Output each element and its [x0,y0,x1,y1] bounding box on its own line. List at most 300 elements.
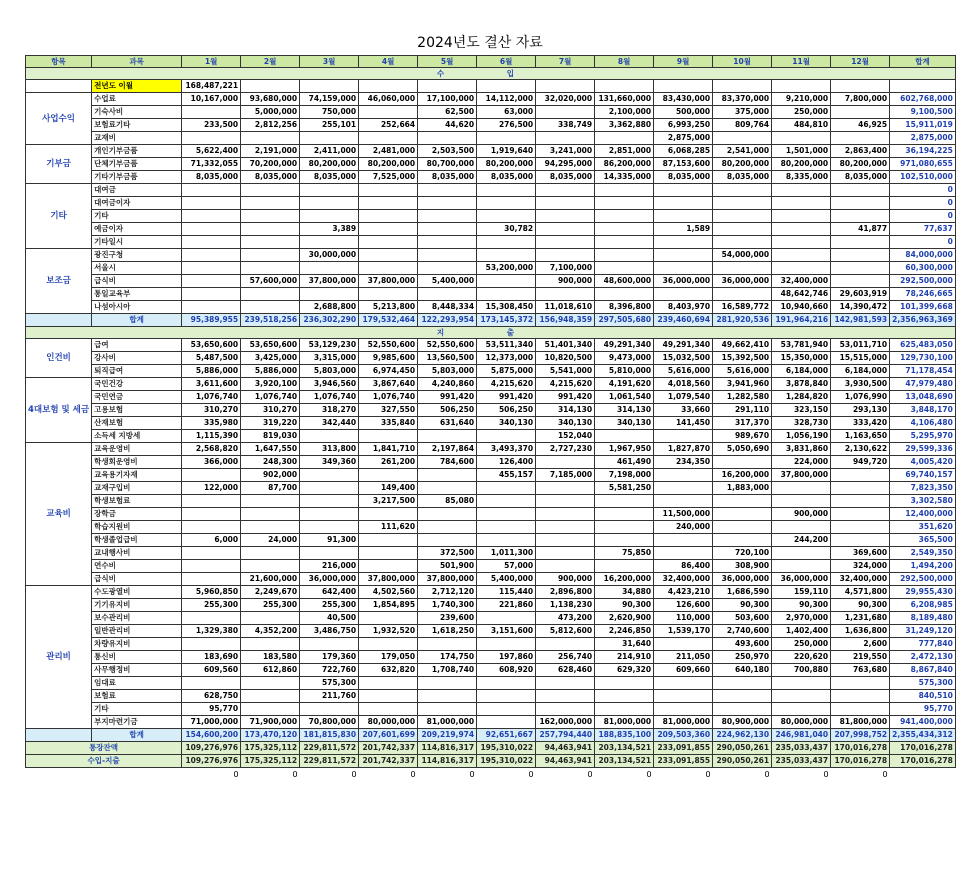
month-value: 174,750 [418,651,477,664]
month-value: 44,620 [418,119,477,132]
row-total: 5,295,970 [890,430,956,443]
month-value [359,262,418,275]
month-value: 224,000 [772,456,831,469]
month-value: 37,800,000 [772,469,831,482]
month-value: 7,525,000 [359,171,418,184]
month-value: 1,589 [654,223,713,236]
empty-cell [654,80,713,93]
month-value: 608,920 [477,664,536,677]
month-value [536,184,595,197]
balance-value: 229,811,572 [300,755,359,768]
month-value: 8,035,000 [477,171,536,184]
month-value [536,638,595,651]
month-value: 328,730 [772,417,831,430]
month-value: 87,153,600 [654,158,713,171]
month-value [300,521,359,534]
month-value: 81,000,000 [595,716,654,729]
row-total: 8,189,480 [890,612,956,625]
month-value: 2,481,000 [359,145,418,158]
month-value: 632,820 [359,664,418,677]
month-value: 2,568,820 [182,443,241,456]
month-value: 255,101 [300,119,359,132]
month-value: 1,076,740 [300,391,359,404]
month-value: 2,851,000 [595,145,654,158]
month-value: 8,035,000 [241,171,300,184]
month-value: 1,011,300 [477,547,536,560]
empty-cell [713,80,772,93]
item-label: 장학금 [92,508,182,521]
month-value [300,430,359,443]
month-value [713,495,772,508]
month-value: 809,764 [713,119,772,132]
month-value: 86,400 [654,560,713,573]
month-value [477,703,536,716]
month-value: 1,883,000 [713,482,772,495]
month-value: 2,503,500 [418,145,477,158]
month-value [595,534,654,547]
item-label: 대여금 [92,184,182,197]
difference-value: 0 [292,770,298,779]
item-label: 단체기부금품 [92,158,182,171]
month-value: 93,680,000 [241,93,300,106]
month-value [418,534,477,547]
row-total: 4,005,420 [890,456,956,469]
column-header: 10월 [713,56,772,68]
month-value: 1,501,000 [772,145,831,158]
row-total: 8,867,840 [890,664,956,677]
month-value: 3,930,500 [831,378,890,391]
month-value: 609,660 [654,664,713,677]
month-value: 493,600 [713,638,772,651]
table-row [26,417,956,430]
balance-value: 109,276,976 [182,755,241,768]
month-value: 3,878,840 [772,378,831,391]
month-value: 1,841,710 [359,443,418,456]
empty-cell [26,729,92,742]
empty-cell [26,80,92,93]
difference-value: 0 [764,770,770,779]
month-value: 369,600 [831,547,890,560]
month-value: 313,800 [300,443,359,456]
category-label: 교육비 [26,443,92,586]
row-total: 15,911,019 [890,119,956,132]
month-value [831,521,890,534]
month-value: 1,163,650 [831,430,890,443]
difference-value: 0 [646,770,652,779]
item-label: 급여 [92,339,182,352]
month-value: 314,130 [536,404,595,417]
table-row [26,586,956,599]
month-value: 5,213,800 [359,301,418,314]
month-value: 5,050,690 [713,443,772,456]
empty-cell [418,80,477,93]
month-value [241,690,300,703]
row-total: 78,246,665 [890,288,956,301]
month-value [713,210,772,223]
month-value: 2,130,622 [831,443,890,456]
month-value [772,690,831,703]
row-total: 9,100,500 [890,106,956,119]
balance-value: 233,091,855 [654,755,713,768]
month-value [654,534,713,547]
month-value: 211,050 [654,651,713,664]
row-total: 47,979,480 [890,378,956,391]
month-value: 80,200,000 [772,158,831,171]
month-value [241,197,300,210]
month-value: 8,448,334 [418,301,477,314]
month-value [418,521,477,534]
month-value: 51,401,340 [536,339,595,352]
table-row [26,223,956,236]
balance-value: 233,091,855 [654,742,713,755]
month-value [241,210,300,223]
month-value: 3,486,750 [300,625,359,638]
month-value [182,210,241,223]
table-row [26,301,956,314]
table-row [26,275,956,288]
table-row [26,378,956,391]
row-total: 777,840 [890,638,956,651]
month-value [831,236,890,249]
month-value: 255,300 [300,599,359,612]
month-value: 314,130 [595,404,654,417]
item-label: 예금이자 [92,223,182,236]
month-value: 2,191,000 [241,145,300,158]
empty-cell [92,768,182,783]
item-label: 광진구청 [92,249,182,262]
row-total: 351,620 [890,521,956,534]
expense-total-row-value: 188,835,100 [595,729,654,742]
expense-total-row-value: 181,815,830 [300,729,359,742]
month-value: 503,600 [713,612,772,625]
expense-total-row-label: 합계 [92,729,182,742]
income-total-row-value: 297,505,680 [595,314,654,327]
month-value [182,638,241,651]
month-value: 784,600 [418,456,477,469]
month-value [300,703,359,716]
month-value [772,197,831,210]
month-value: 149,400 [359,482,418,495]
table-row [26,625,956,638]
month-value: 349,360 [300,456,359,469]
month-value: 2,688,800 [300,301,359,314]
month-value [477,430,536,443]
row-total: 292,500,000 [890,573,956,586]
row-total: 6,208,985 [890,599,956,612]
month-value [831,703,890,716]
table-row [26,443,956,456]
month-value: 4,352,200 [241,625,300,638]
month-value: 2,620,900 [595,612,654,625]
month-value [536,223,595,236]
month-value [359,132,418,145]
column-header: 11월 [772,56,831,68]
month-value [359,677,418,690]
month-value [772,223,831,236]
month-value [241,301,300,314]
month-value: 48,642,746 [772,288,831,301]
month-value [772,184,831,197]
month-value: 333,420 [831,417,890,430]
month-value: 11,018,610 [536,301,595,314]
month-value: 75,850 [595,547,654,560]
month-value: 32,400,000 [831,573,890,586]
item-label: 부지마련기금 [92,716,182,729]
month-value [595,210,654,223]
month-value [477,534,536,547]
month-value [536,132,595,145]
table-row [26,352,956,365]
month-value: 6,974,450 [359,365,418,378]
month-value: 62,500 [418,106,477,119]
month-value: 159,110 [772,586,831,599]
table-row [26,430,956,443]
table-row [26,547,956,560]
column-header: 1월 [182,56,241,68]
month-value [595,521,654,534]
month-value [536,703,595,716]
item-label: 학생회운영비 [92,456,182,469]
month-value: 4,215,620 [477,378,536,391]
month-value: 94,295,000 [536,158,595,171]
month-value: 250,970 [713,651,772,664]
month-value [477,236,536,249]
month-value: 111,620 [359,521,418,534]
month-value: 3,315,000 [300,352,359,365]
month-value [182,288,241,301]
month-value: 1,282,580 [713,391,772,404]
month-value: 340,130 [595,417,654,430]
month-value: 3,920,100 [241,378,300,391]
month-value: 2,411,000 [300,145,359,158]
month-value: 372,500 [418,547,477,560]
month-value: 2,812,256 [241,119,300,132]
month-value: 8,035,000 [831,171,890,184]
balance-value: 235,033,437 [772,742,831,755]
balance-value: 94,463,941 [536,755,595,768]
month-value [241,184,300,197]
month-value: 8,035,000 [713,171,772,184]
month-value: 3,941,960 [713,378,772,391]
page-title: 2024년도 결산 자료 [417,35,543,51]
balance-value: 175,325,112 [241,755,300,768]
month-value [831,197,890,210]
month-value: 14,112,000 [477,93,536,106]
month-value: 248,300 [241,456,300,469]
month-value [182,677,241,690]
month-value [477,690,536,703]
row-total: 95,770 [890,703,956,716]
month-value: 500,000 [654,106,713,119]
month-value: 183,690 [182,651,241,664]
month-value [477,677,536,690]
item-label: 교재구입비 [92,482,182,495]
balance-value: 201,742,337 [359,742,418,755]
month-value: 461,490 [595,456,654,469]
month-value [713,236,772,249]
month-value: 8,396,800 [595,301,654,314]
month-value: 327,550 [359,404,418,417]
month-value [713,456,772,469]
balance-value: 114,816,317 [418,755,477,768]
table-row [26,288,956,301]
month-value: 6,184,000 [772,365,831,378]
balance-value: 109,276,976 [182,742,241,755]
row-total: 12,400,000 [890,508,956,521]
column-header: 7월 [536,56,595,68]
month-value [418,262,477,275]
month-value: 3,151,600 [477,625,536,638]
empty-cell [772,80,831,93]
table-row [26,534,956,547]
month-value: 1,827,870 [654,443,713,456]
month-value [831,482,890,495]
month-value [595,236,654,249]
month-value: 5,581,250 [595,482,654,495]
difference-value: 0 [882,770,888,779]
month-value: 10,820,500 [536,352,595,365]
header-row [26,56,956,68]
month-value: 80,200,000 [300,158,359,171]
bank-balance-row [26,742,956,755]
month-value [359,508,418,521]
month-value: 15,515,000 [831,352,890,365]
expense-section-row [26,327,956,339]
month-value [418,703,477,716]
month-value: 3,867,640 [359,378,418,391]
month-value: 700,880 [772,664,831,677]
item-label: 수업료 [92,93,182,106]
month-value: 57,600,000 [241,275,300,288]
month-value: 375,000 [713,106,772,119]
month-value [418,249,477,262]
row-total: 840,510 [890,690,956,703]
row-total: 60,300,000 [890,262,956,275]
month-value: 612,860 [241,664,300,677]
month-value [477,495,536,508]
month-value: 5,803,000 [418,365,477,378]
month-value [536,547,595,560]
month-value: 30,000,000 [300,249,359,262]
month-value [359,547,418,560]
balance-value: 235,033,437 [772,755,831,768]
month-value [772,210,831,223]
month-value: 324,000 [831,560,890,573]
category-label: 4대보험 및 세금 [26,378,92,443]
item-label: 보험료 [92,690,182,703]
difference-value: 0 [528,770,534,779]
month-value: 3,611,600 [182,378,241,391]
month-value: 2,740,600 [713,625,772,638]
empty-cell [536,80,595,93]
difference-value: 0 [233,770,239,779]
month-value [595,132,654,145]
balance-label: 수입-지출 [26,755,182,768]
balance-value: 195,310,022 [477,755,536,768]
month-value: 2,727,230 [536,443,595,456]
month-value [241,638,300,651]
month-value [595,223,654,236]
income-total-row-value: 179,532,464 [359,314,418,327]
month-value [300,482,359,495]
month-value [300,262,359,275]
table-row [26,521,956,534]
month-value: 7,198,000 [595,469,654,482]
month-value [654,197,713,210]
month-value [536,677,595,690]
item-label: 기타 [92,703,182,716]
month-value: 900,000 [536,573,595,586]
month-value: 310,270 [182,404,241,417]
month-value [477,288,536,301]
month-value [772,547,831,560]
month-value [182,249,241,262]
month-value: 115,440 [477,586,536,599]
item-label: 고용보험 [92,404,182,417]
row-total: 0 [890,210,956,223]
month-value [654,262,713,275]
month-value: 10,940,660 [772,301,831,314]
table-row [26,262,956,275]
month-value: 53,011,710 [831,339,890,352]
month-value [359,690,418,703]
month-value [477,638,536,651]
month-value [536,197,595,210]
month-value: 1,932,520 [359,625,418,638]
month-value: 628,750 [182,690,241,703]
month-value: 5,810,000 [595,365,654,378]
month-value [536,249,595,262]
table-row [26,469,956,482]
month-value: 126,400 [477,456,536,469]
income-total-row-value: 173,145,372 [477,314,536,327]
month-value [772,495,831,508]
balance-value: 175,325,112 [241,742,300,755]
month-value: 10,167,000 [182,93,241,106]
month-value [418,223,477,236]
month-value [536,210,595,223]
month-value: 506,250 [477,404,536,417]
month-value: 41,877 [831,223,890,236]
month-value [772,236,831,249]
month-value: 15,392,500 [713,352,772,365]
month-value: 4,191,620 [595,378,654,391]
table-row [26,560,956,573]
difference-row [26,768,956,783]
month-value: 46,925 [831,119,890,132]
month-value [300,469,359,482]
empty-cell [595,80,654,93]
month-value [182,495,241,508]
month-value: 3,493,370 [477,443,536,456]
month-value: 53,129,230 [300,339,359,352]
month-value: 6,993,250 [654,119,713,132]
month-value: 3,389 [300,223,359,236]
month-value: 991,420 [477,391,536,404]
expense-total-row-value: 154,600,200 [182,729,241,742]
income-total-row-value: 239,460,694 [654,314,713,327]
month-value: 7,185,000 [536,469,595,482]
row-total: 3,848,170 [890,404,956,417]
balance-value: 170,016,278 [890,755,956,768]
item-label: 퇴직급여 [92,365,182,378]
balance-value: 170,016,278 [890,742,956,755]
month-value: 340,130 [536,417,595,430]
month-value: 233,500 [182,119,241,132]
month-value [359,210,418,223]
month-value: 338,749 [536,119,595,132]
month-value: 21,600,000 [241,573,300,586]
